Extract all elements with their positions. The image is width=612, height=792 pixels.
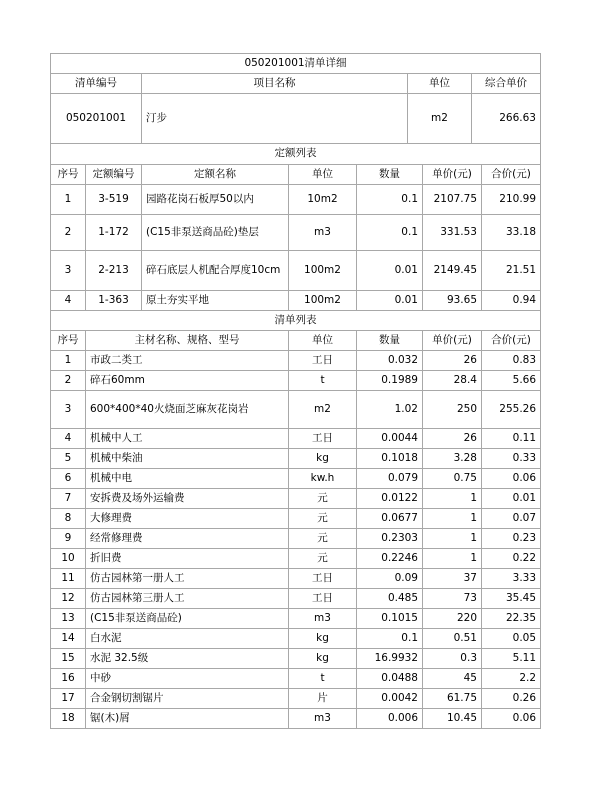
list-row-name: 大修理费 [86,508,289,528]
list-row-unit: 工日 [289,568,357,588]
list-row-unit: 元 [289,508,357,528]
list-row-seq: 10 [51,548,86,568]
list-row-qty: 0.1 [357,628,423,648]
list-row-qty: 0.2246 [357,548,423,568]
quota-row-code: 1-172 [86,214,142,250]
list-row-qty: 0.2303 [357,528,423,548]
header-unit: 单位 [408,74,472,94]
list-row-seq: 13 [51,608,86,628]
header-price: 综合单价 [472,74,541,94]
list-row-total: 0.26 [482,688,541,708]
list-row-unit: 元 [289,548,357,568]
list-row-qty: 0.0044 [357,428,423,448]
list-header-total: 合价(元) [482,330,541,350]
list-row-seq: 18 [51,708,86,728]
list-row-unit: 片 [289,688,357,708]
list-row [51,350,541,370]
list-row-name: 仿古园林第一册人工 [86,568,289,588]
quota-header-unit: 单位 [289,164,357,184]
list-row-price: 28.4 [423,370,482,390]
list-section-title: 清单列表 [51,310,541,330]
quota-header-name: 定额名称 [142,164,289,184]
list-row-name: 中砂 [86,668,289,688]
quota-header-code: 定额编号 [86,164,142,184]
quota-row-qty: 0.1 [357,214,423,250]
list-header-seq: 序号 [51,330,86,350]
list-row-name: 机械中柴油 [86,448,289,468]
list-row-total: 22.35 [482,608,541,628]
list-row-name: (C15非泵送商品砼) [86,608,289,628]
quota-row-total: 33.18 [482,214,541,250]
list-header-unit: 单位 [289,330,357,350]
list-row-qty: 0.1015 [357,608,423,628]
item-code: 050201001 [51,94,142,144]
list-row-unit: m3 [289,708,357,728]
list-row-qty: 0.1018 [357,448,423,468]
list-row [51,370,541,390]
list-row-price: 3.28 [423,448,482,468]
list-row-name: 安拆费及场外运输费 [86,488,289,508]
list-row-price: 1 [423,488,482,508]
list-row-unit: kg [289,448,357,468]
list-row-seq: 1 [51,350,86,370]
list-row-price: 0.51 [423,628,482,648]
quota-row-name: (C15非泵送商品砼)垫层 [142,214,289,250]
list-row-price: 26 [423,428,482,448]
page-title: 050201001清单详细 [51,54,541,74]
list-row-unit: 元 [289,528,357,548]
list-row [51,488,541,508]
list-row-unit: 元 [289,488,357,508]
list-row-seq: 7 [51,488,86,508]
list-row-price: 250 [423,390,482,428]
list-row-qty: 0.1989 [357,370,423,390]
item-name: 汀步 [142,94,408,144]
list-row [51,708,541,728]
list-row-unit: 工日 [289,588,357,608]
quota-row-name: 原土夯实平地 [142,290,289,310]
quota-header-seq: 序号 [51,164,86,184]
list-row-name: 机械中人工 [86,428,289,448]
quota-row-price: 2107.75 [423,184,482,214]
list-row-seq: 14 [51,628,86,648]
list-row-qty: 0.09 [357,568,423,588]
list-row-price: 37 [423,568,482,588]
list-row-name: 锯(木)屑 [86,708,289,728]
quota-row-code: 3-519 [86,184,142,214]
list-row-seq: 17 [51,688,86,708]
list-row-price: 1 [423,548,482,568]
list-row [51,448,541,468]
list-row-qty: 0.032 [357,350,423,370]
list-row-total: 0.01 [482,488,541,508]
list-row [51,428,541,448]
list-row [51,648,541,668]
list-row [51,668,541,688]
quota-row-name: 园路花岗石板厚50以内 [142,184,289,214]
quota-row-code: 2-213 [86,250,142,290]
header-code: 清单编号 [51,74,142,94]
quota-row-seq: 2 [51,214,86,250]
list-row-qty: 0.485 [357,588,423,608]
quota-row-total: 21.51 [482,250,541,290]
item-unit: m2 [408,94,472,144]
list-row-seq: 11 [51,568,86,588]
list-row-unit: kg [289,648,357,668]
list-row-name: 经常修理费 [86,528,289,548]
list-row [51,608,541,628]
list-row-name: 市政二类工 [86,350,289,370]
list-row [51,548,541,568]
list-row-price: 61.75 [423,688,482,708]
list-row-total: 0.06 [482,468,541,488]
list-row-total: 2.2 [482,668,541,688]
quota-header-price: 单价(元) [423,164,482,184]
list-row-seq: 3 [51,390,86,428]
list-row-unit: 工日 [289,350,357,370]
quota-row-unit: m3 [289,214,357,250]
list-row-name: 水泥 32.5级 [86,648,289,668]
quota-row-unit: 10m2 [289,184,357,214]
list-row [51,528,541,548]
list-row-qty: 0.0677 [357,508,423,528]
list-row-seq: 9 [51,528,86,548]
list-header-qty: 数量 [357,330,423,350]
list-row-qty: 16.9932 [357,648,423,668]
list-row-name: 碎石60mm [86,370,289,390]
quota-row-seq: 4 [51,290,86,310]
list-row [51,588,541,608]
quota-section-title: 定额列表 [51,144,541,164]
item-table [50,53,541,144]
list-row-total: 5.11 [482,648,541,668]
list-row-price: 73 [423,588,482,608]
list-row-qty: 0.006 [357,708,423,728]
quota-row [51,214,541,250]
list-row-name: 折旧费 [86,548,289,568]
list-row-seq: 12 [51,588,86,608]
list-row-total: 0.23 [482,528,541,548]
quota-row-unit: 100m2 [289,290,357,310]
list-row-price: 1 [423,508,482,528]
list-row-price: 45 [423,668,482,688]
list-row-total: 5.66 [482,370,541,390]
list-row-price: 26 [423,350,482,370]
list-row-unit: t [289,668,357,688]
list-row-seq: 2 [51,370,86,390]
list-row-seq: 6 [51,468,86,488]
list-row-total: 255.26 [482,390,541,428]
quota-row-total: 210.99 [482,184,541,214]
list-row [51,688,541,708]
list-row-total: 0.05 [482,628,541,648]
list-row-price: 10.45 [423,708,482,728]
list-row-total: 0.07 [482,508,541,528]
list-row-qty: 0.0488 [357,668,423,688]
quota-row-qty: 0.01 [357,250,423,290]
list-row-seq: 8 [51,508,86,528]
list-row [51,390,541,428]
list-row-total: 0.22 [482,548,541,568]
list-row-unit: 工日 [289,428,357,448]
list-row-name: 合金钢切割锯片 [86,688,289,708]
list-header-name: 主材名称、规格、型号 [86,330,289,350]
list-row-qty: 0.079 [357,468,423,488]
quota-row-price: 93.65 [423,290,482,310]
header-name: 项目名称 [142,74,408,94]
list-row-name: 机械中电 [86,468,289,488]
quota-header-qty: 数量 [357,164,423,184]
quota-row [51,250,541,290]
list-row-unit: m2 [289,390,357,428]
list-row-total: 0.06 [482,708,541,728]
list-row-unit: m3 [289,608,357,628]
quota-row-qty: 0.1 [357,184,423,214]
list-row-price: 0.3 [423,648,482,668]
quota-row-total: 0.94 [482,290,541,310]
list-row-qty: 1.02 [357,390,423,428]
list-row-total: 0.33 [482,448,541,468]
list-row [51,568,541,588]
list-row-unit: t [289,370,357,390]
quota-row-qty: 0.01 [357,290,423,310]
list-row-seq: 4 [51,428,86,448]
item-price: 266.63 [472,94,541,144]
list-row-total: 3.33 [482,568,541,588]
quota-row-price: 331.53 [423,214,482,250]
list-row-price: 0.75 [423,468,482,488]
list-row [51,468,541,488]
list-row-qty: 0.0122 [357,488,423,508]
list-row-name: 白水泥 [86,628,289,648]
list-row-price: 220 [423,608,482,628]
bill-detail-sheet [50,53,540,729]
list-row-seq: 16 [51,668,86,688]
list-row-seq: 15 [51,648,86,668]
quota-row-unit: 100m2 [289,250,357,290]
quota-row-price: 2149.45 [423,250,482,290]
list-row-unit: kg [289,628,357,648]
list-row-name: 600*400*40火烧面芝麻灰花岗岩 [86,390,289,428]
detail-table [50,144,541,729]
list-row-qty: 0.0042 [357,688,423,708]
list-row-total: 0.11 [482,428,541,448]
list-row [51,628,541,648]
list-row-price: 1 [423,528,482,548]
quota-header-total: 合价(元) [482,164,541,184]
quota-row-name: 碎石底层人机配合厚度10cm [142,250,289,290]
quota-row-code: 1-363 [86,290,142,310]
list-row-total: 0.83 [482,350,541,370]
quota-row-seq: 1 [51,184,86,214]
list-row-unit: kw.h [289,468,357,488]
list-row-total: 35.45 [482,588,541,608]
list-header-price: 单价(元) [423,330,482,350]
quota-row [51,290,541,310]
quota-row [51,184,541,214]
quota-row-seq: 3 [51,250,86,290]
list-row-name: 仿古园林第三册人工 [86,588,289,608]
list-row [51,508,541,528]
list-row-seq: 5 [51,448,86,468]
